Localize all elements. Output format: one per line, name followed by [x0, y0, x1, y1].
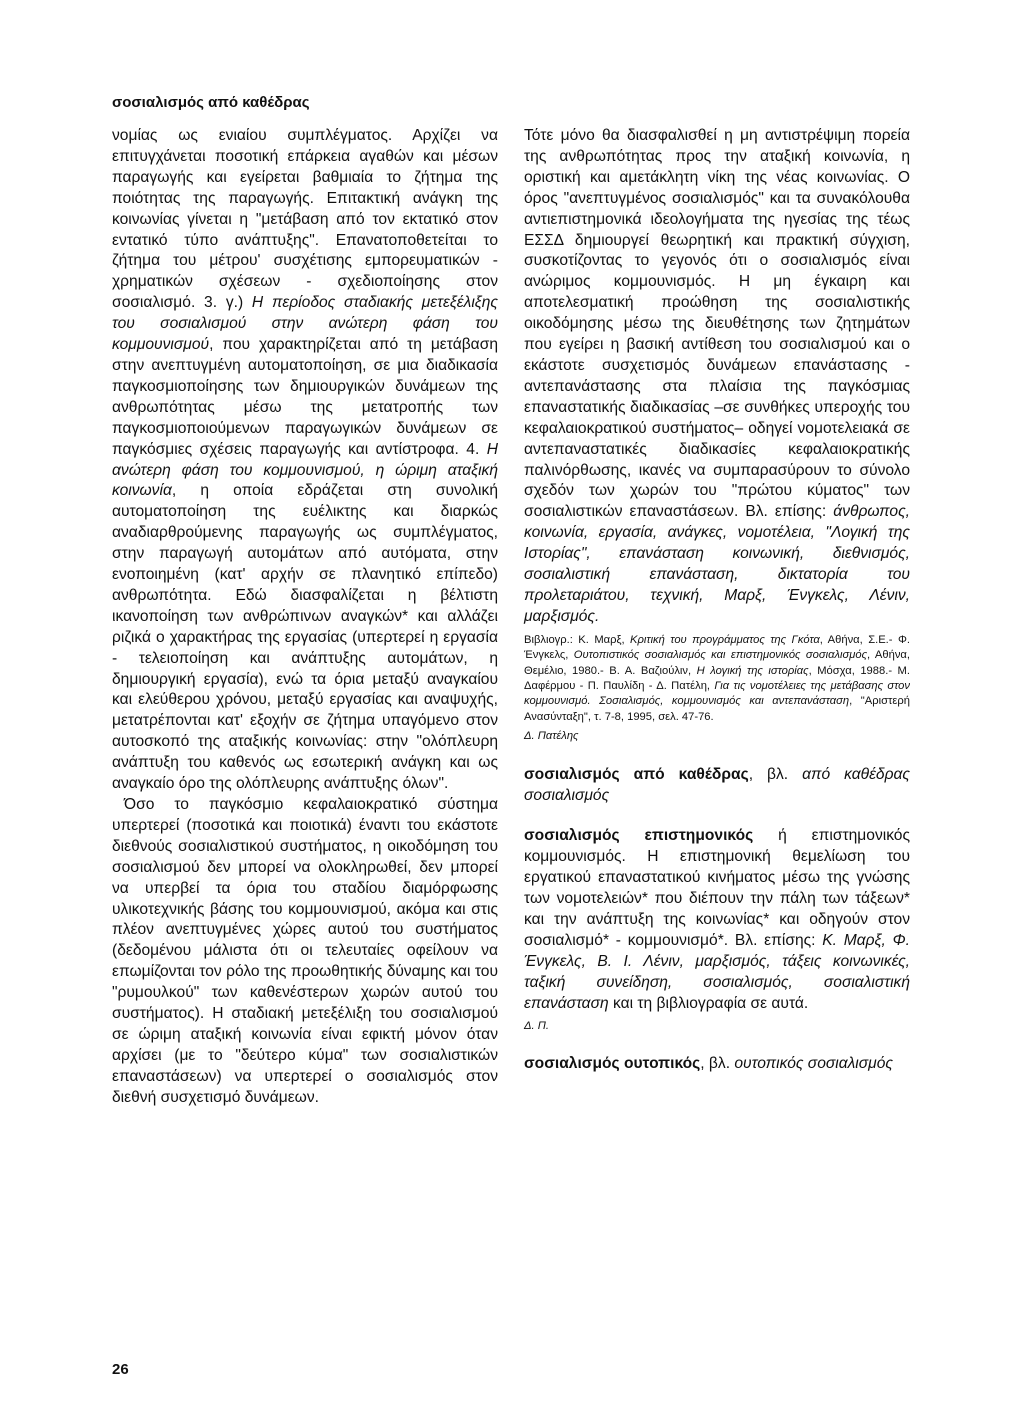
entry-utopian-socialism [524, 1054, 910, 1075]
text-run: , βλ. [748, 765, 803, 783]
text-run: Για τις νομοτέλειες της μετάβασης στον κομμουνισμό. Σοσιαλισμός, κομμουνισμός και αντεπανάσταση [524, 679, 910, 708]
text-run: Κ. Μαρξ, Φ. Ένγκελς, Β. Ι. Λένιν, μαρξισμός, τάξεις κοινωνικές, ταξική συνείδηση, σοσιαλισμός, σοσιαλιστική επανάσταση [524, 931, 910, 1012]
text-run: , Αθήνα, Σ.Ε.- Φ. Ένγκελς, [524, 633, 910, 662]
text-run: Η ανώτερη φάση του κομμουνισμού, η ώριμη αταξική κοινωνία [112, 440, 498, 500]
text-run: ουτοπικός σοσιαλισμός [734, 1054, 893, 1072]
text-run: Ουτοπιστικός σοσιαλισμός και επιστημονικός σοσιαλισμός [573, 649, 868, 662]
text-run: , βλ. [700, 1054, 735, 1072]
text-run: άνθρωπος, κοινωνία, εργασία, ανάγκες, νομοτέλεια, "Λογική της Ιστορίας", επανάσταση κοινωνική, διεθνισμός, σοσιαλιστική επανάσταση, δικτατορία του προλεταριάτου, τεχνική, Μαρξ, Ένγκελς, Λένιν, μαρξισμός. [524, 503, 910, 625]
text-run: ή επιστημονικός κομμουνισμός. Η επιστημονική θεμελίωση του εργατικού επαναστατικού κινήματος μέσω της γνώσης των νομοτελειών* που διέπουν την πάλη των τάξεων* και την ανάπτυξη της κοινωνίας* και οδηγούν στον σοσιαλισμό* - κομμουνισμό*. Βλ. επίσης: [524, 827, 910, 949]
paragraph-stages [112, 126, 498, 795]
text-run: , που χαρακτηρίζεται από τη μετάβαση στην ανεπτυγμένη αυτοματοποίηση, σε μια διαδικασία παγκοσμιοποίησης των δημιουργικών δυνάμεων της ανθρωπότητας μέσω της μετατροπής των παγκοσμιοποιούμενων παραγωγικών δυνάμεων σε παγκόσμιες σχέσεις παραγωγής και αντίστροφα. 4. [112, 336, 498, 458]
text-run: σοσιαλισμός ουτοπικός [524, 1054, 701, 1072]
paragraph-capitalist-system: Όσο το παγκόσμιο κεφαλαιοκρατικό σύστημα υπερτερεί (ποσοτικά και ποιοτικά) έναντι του εκάστοτε διεθνούς σοσιαλιστικού συστήματος, η οικοδόμηση του σοσιαλισμού δεν μπορεί να ολοκληρωθεί, δεν μπορεί να υπερβεί τα όρια του σταδίου διαμόρφωσης υλικοτεχνικής βάσης του κομμουνισμού, ακόμα και στις πλέον ανεπτυγμένες χώρες αυτού του συστήματος (δεδομένου μάλιστα ότι οι τελευταίες οφείλουν να επωμίζονται τον ρόλο της προωθητικής δύναμης και του "ρυμουλκού" των καθενέστερων χωρών αυτού του συστήματος). Η σταδιακή μετεξέλιξη του σοσιαλισμού σε ώριμη αταξική κοινωνία είναι εφικτή μόνον όταν αρχίσει (με το "δεύτερο κύμα" των σοσιαλιστικών επαναστάσεων) να υπερτερεί ο σοσιαλισμός στον διεθνή συσχετισμό δυνάμεων. [112, 796, 498, 1106]
text-run: , Αθήνα, Θεμέλιο, 1980.- Β. Α. Βαζιούλιν, [524, 649, 910, 677]
text-run: , "Αριστερή Ανασύνταξη", τ. 7-8, 1995, σελ. 47-76. [524, 695, 910, 723]
text-run: Κριτική του προγράμματος της Γκότα [630, 633, 820, 646]
page-number: 26 [112, 1361, 129, 1378]
author-signature: Δ. Πατέλης [524, 730, 579, 743]
text-run: σοσιαλισμός από καθέδρας [524, 765, 749, 783]
bibliography [524, 633, 910, 725]
text-run: Τότε μόνο θα διασφαλισθεί η μη αντιστρέψιμη πορεία της ανθρωπότητας προς την αταξική κοινωνία, η οριστική και αμετάκλητη νίκη της νέας κοινωνίας. Ο όρος "ανεπτυγμένος σοσιαλισμός" και τα συνακόλουθα αντιεπιστημονικά ιδεολογήματα της ηγεσίας της τέως ΕΣΣΔ δημιουργεί θεωρητική και πρακτική σύγχιση, συσκοτίζοντας το γεγονός ότι ο σοσιαλισμός είναι ανώριμος κομμουνισμός. Η μη έγκαιρη και αποτελεσματική προώθηση της σοσιαλιστικής οικοδόμησης μέσω της διευθέτησης των ζητημάτων που εγείρει η βασική αντίθεση του σοσιαλισμού και ο εκάστοτε συσχετισμός δυνάμεων επανάστασης - αντεπανάστασης στα πλαίσια της παγκόσμιας επαναστατικής διαδικασίας –σε συνθήκες υπεροχής του κεφαλαιοκρατικού συστήματος– οδηγεί νομοτελειακά σε αντεπαναστατικές διαδικασίες κεφαλαιοκρατικής παλινόρθωσης, ικανές να συμπαρασύρουν το σύνολο σχεδόν των χωρών του "πρώτου κύματος" των σοσιαλιστικών επαναστάσεων. Βλ. επίσης: [524, 127, 910, 521]
text-run: Βιβλιογρ.: Κ. Μαρξ, [524, 633, 631, 646]
left-column [112, 126, 498, 1109]
text-run: από καθέδρας σοσιαλισμός [524, 765, 910, 804]
entry-scientific-socialism [524, 826, 910, 1014]
text-run: , η οποία εδράζεται στη συνολική αυτοματοποίηση της ευέλικτης και διαρκώς αναδιαρθρούμενης παραγωγής ως συμπλέγματος, στην παραγωγή αυτομάτων από αυτόματα, στην ενοποιημένη (κατ' αρχήν σε πλανητικό επίπεδο) ανθρωπότητα. Εδώ διασφαλίζεται η βέλτιστη ικανοποίηση των ανθρώπινων αναγκών* και αλλάζει ριζικά ο χαρακτήρας της εργασίας (υπερτερεί η εργασία - τελειοποίηση και ανάπτυξης αυτομάτων, η δημιουργική εργασία), ενώ τα όρια μεταξύ αναγκαίου και ελεύθερου χρόνου, μεταξύ εργασίας και αναψυχής, μετατρέπονται κατ' εξοχήν σε ζήτημα υπαγόμενο στον αυτοσκοπό της αταξικής κοινωνίας: στην "ολόπλευρη ανάπτυξη του καθενός ως εσωτερική ανάγκη και ως αναγκαίο όρο της ολόπλευρης ανάπτυξης όλων". [112, 482, 498, 793]
text-run: , Μόσχα, 1988.- Μ. Δαφέρμου - Π. Παυλίδη - Δ. Πατέλη, [524, 664, 910, 692]
text-run: σοσιαλισμός επιστημονικός [524, 827, 754, 845]
right-column [524, 126, 910, 1075]
text-run: νομίας ως ενιαίου συμπλέγματος. Αρχίζει να επιτυγχάνεται ποσοτική επάρκεια αγαθών και μέσων παραγωγής και εγείρεται βαθμιαία το ζήτημα της ποιότητας της παραγωγής. Επιτακτική ανάγκη της κοινωνίας γίνεται η "μετάβαση από τον εκτατικό στον εντατικό τύπο ανάπτυξης". Επανατοποθετείται το ζήτημα του μέτρου' συσχέτισης εμπορευματικών - χρηματικών σχέσεων - σχεδιοποίησης στον σοσιαλισμό. 3. γ.) [112, 127, 498, 312]
text-run: Η περίοδος σταδιακής μετεξέλιξης του σοσιαλισμού στην ανώτερη φάση του κομμουνισμού [112, 294, 498, 354]
paragraph-irreversible-course [524, 126, 910, 628]
running-head: σοσιαλισμός από καθέδρας [112, 94, 310, 111]
text-run: και τη βιβλιογραφία σε αυτά. [608, 994, 809, 1012]
author-initials: Δ. Π. [524, 1019, 549, 1032]
text-run: Η λογική της ιστορίας [696, 664, 809, 677]
entry-socialism-of-the-chair [524, 765, 910, 807]
